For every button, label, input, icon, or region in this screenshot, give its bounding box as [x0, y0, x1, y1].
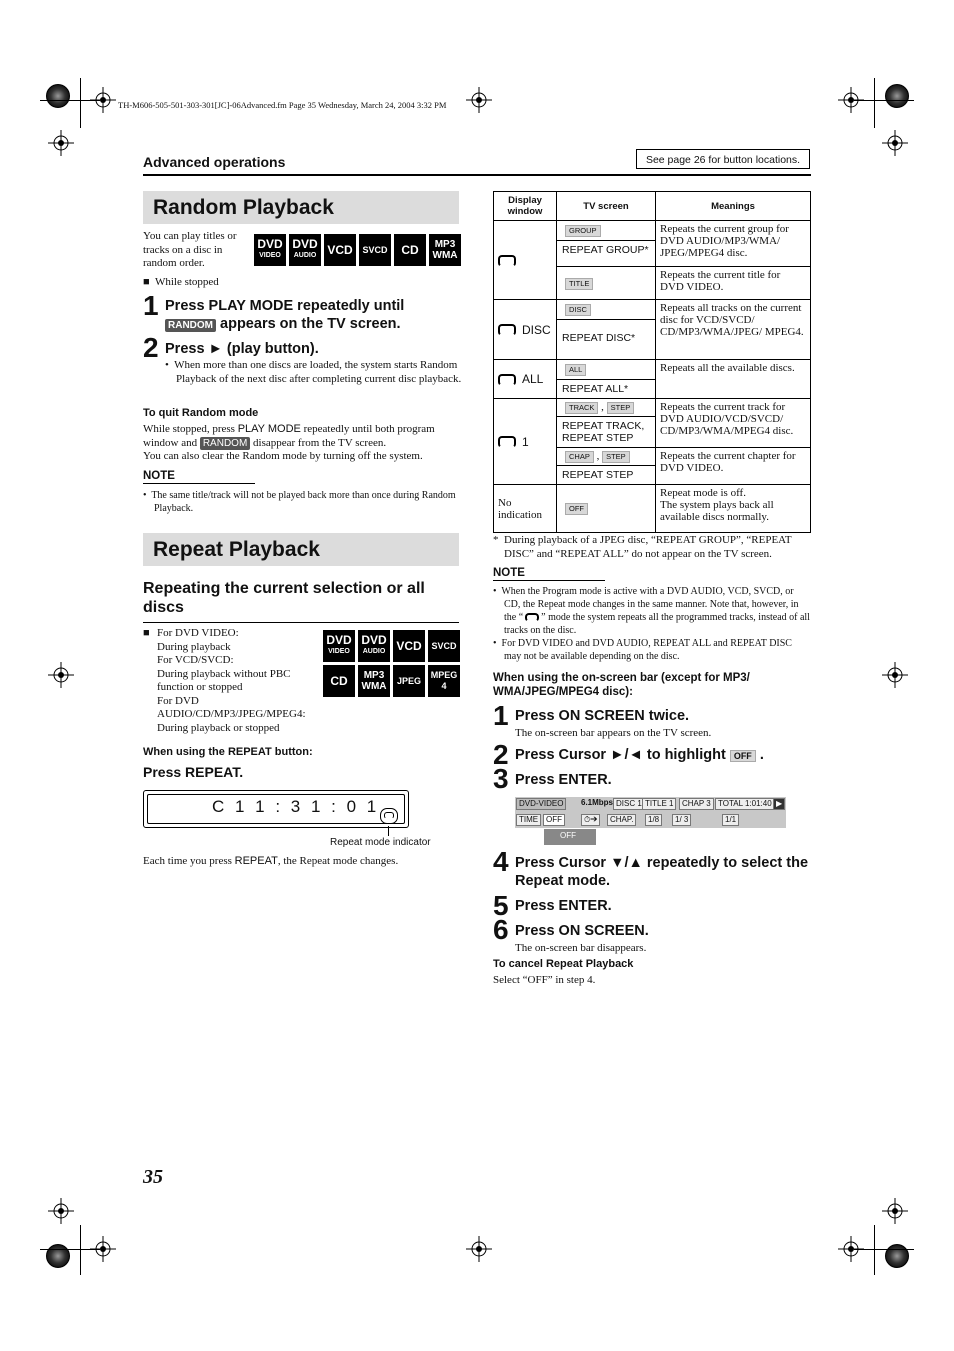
indicator-leader: [388, 826, 389, 836]
repeat-title-icon: TITLE: [565, 278, 593, 290]
repeat-track-icon: TRACK: [565, 402, 598, 414]
step-number: 2: [143, 332, 159, 363]
random-step-2: Press ► (play button).: [165, 341, 319, 357]
onscreen-step-3: Press ENTER.: [515, 772, 612, 788]
jpeg-logo: JPEG: [393, 665, 425, 697]
osd-mode: DVD-VIDEO: [516, 798, 566, 810]
tv-cell: CHAP , STEP REPEAT STEP: [557, 448, 656, 485]
dvd-video-logo: DVD VIDEO: [254, 234, 286, 266]
meaning-cell: Repeats all tracks on the current disc for VCD/SVCD/ CD/MP3/WMA/JPEG/ MPEG4.: [656, 300, 811, 360]
quit-random-text: While stopped, press PLAY MODE repeatedly until both program window and RANDOM disappear from the TV screen. You can also clear the Random mode by turning off the system.: [143, 423, 435, 462]
display-all: ALL: [494, 360, 557, 399]
osd-chap: CHAP 3: [679, 798, 714, 810]
osd-title: TITLE 1: [642, 798, 676, 810]
cancel-repeat-title: To cancel Repeat Playback: [493, 958, 634, 970]
repeat-icon: [525, 613, 539, 622]
crop-line: [874, 1225, 875, 1275]
random-icon: RANDOM: [200, 437, 250, 450]
mpeg4-logo: MPEG 4: [428, 665, 460, 697]
repeat-indicator-label: Repeat mode indicator: [330, 837, 431, 848]
osd-dropdown-value[interactable]: OFF: [560, 831, 576, 840]
repeat-step-icon: STEP: [607, 402, 635, 414]
meaning-cell: Repeats the current title for DVD VIDEO.: [656, 267, 811, 300]
onscreen-step-2: Press Cursor ►/◄ to highlight OFF .: [515, 747, 764, 763]
cd-logo: CD: [394, 234, 426, 266]
repeat-disc-icon: DISC: [565, 304, 591, 316]
registration-ball-bottom-right: [885, 1244, 909, 1268]
table-header: Display window: [494, 192, 557, 221]
subtitle-rule: [143, 622, 459, 623]
osd-dropdown[interactable]: [544, 829, 596, 845]
display-none: No indication: [494, 485, 557, 533]
onscreen-step-6-sub: The on-screen bar disappears.: [515, 942, 647, 954]
osd-time-search-icon[interactable]: ⏱➔: [581, 814, 600, 826]
dvd-audio-logo: DVD AUDIO: [289, 234, 321, 266]
repeat-mode-table: [493, 191, 811, 533]
step-number: 6: [493, 914, 509, 945]
display-readout: C 1 1 : 3 1 : 0 1: [212, 797, 380, 816]
crosshair-icon: [48, 1198, 74, 1224]
onscreen-heading: When using the on-screen bar (except for MP3/ WMA/JPEG/MPEG4 disc):: [493, 672, 750, 698]
crop-line: [854, 100, 914, 101]
registration-ball-bottom-left: [46, 1244, 70, 1268]
quit-random-title: To quit Random mode: [143, 407, 259, 419]
vcd-logo: VCD: [393, 630, 425, 662]
random-icon: RANDOM: [165, 319, 216, 332]
osd-chap-search[interactable]: CHAP.: [607, 814, 636, 826]
osd-audio[interactable]: 1/8: [645, 814, 662, 826]
condition-bullet: ■: [143, 627, 150, 639]
random-step-1: Press PLAY MODE repeatedly until RANDOM appears on the TV screen.: [165, 298, 405, 332]
crosshair-icon: [48, 662, 74, 688]
cd-logo: CD: [323, 665, 355, 697]
display-window: [143, 790, 409, 828]
mp3-wma-logo: MP3 WMA: [358, 665, 390, 697]
crosshair-icon: [48, 130, 74, 156]
crop-line: [80, 1225, 81, 1275]
meaning-cell: Repeat mode is off. The system plays back all available discs normally.: [656, 485, 811, 533]
dvd-video-logo: DVD VIDEO: [323, 630, 355, 662]
repeat-mode-icon: [380, 808, 398, 824]
meaning-cell: Repeats all the available discs.: [656, 360, 811, 399]
mp3-wma-logo: MP3 WMA: [429, 234, 461, 266]
osd-play-icon: ▶: [773, 798, 785, 810]
file-info: TH-M606-505-501-303-301[JC]-06Advanced.fm Page 35 Wednesday, March 24, 2004 3:32 PM: [118, 100, 447, 110]
repeat-notes: • When the Program mode is active with a DVD AUDIO, VCD, SVCD, or CD, the Repeat mode changes in the same manner. Note that, however, in the “ ” mode the system repeats all the programmed tracks, instead of all tracks on the disc. • For DVD VIDEO and DVD AUDIO, REPEAT ALL and REPEAT DISC may not be available depending on the disc.: [493, 586, 810, 662]
onscreen-step-1: Press ON SCREEN twice.: [515, 708, 690, 724]
crosshair-icon: [882, 662, 908, 688]
crop-line: [854, 1249, 914, 1250]
random-note-title: NOTE: [143, 470, 255, 484]
repeat-all-icon: ALL: [565, 364, 586, 376]
vcd-logo: VCD: [324, 234, 356, 266]
repeat-playback-title: Repeat Playback: [143, 533, 459, 566]
repeat-note-title: NOTE: [493, 567, 605, 581]
tv-cell: DISC REPEAT DISC*: [557, 300, 656, 360]
step-number: 1: [493, 700, 509, 731]
page-number: 35: [143, 1166, 163, 1188]
osd-disc: DISC 1: [613, 798, 645, 810]
crop-line: [40, 100, 100, 101]
osd-rate: 6.1Mbps: [581, 798, 614, 807]
step-number: 5: [493, 890, 509, 921]
step-number: 3: [493, 763, 509, 794]
meaning-cell: Repeats the current track for DVD AUDIO/VCD/SVCD/ CD/MP3/WMA/MPEG4 disc.: [656, 399, 811, 448]
onscreen-step-5: Press ENTER.: [515, 898, 612, 914]
onscreen-bar: [515, 797, 786, 828]
repeat-icon: [498, 255, 516, 267]
repeat-off-icon: OFF: [730, 750, 756, 762]
table-header: TV screen: [557, 192, 656, 221]
osd-repeat-off[interactable]: OFF: [543, 814, 565, 826]
display-repeat: [494, 221, 557, 300]
tv-cell: [557, 267, 656, 300]
meaning-cell: Repeats the current chapter for DVD VIDEO.: [656, 448, 811, 485]
registration-ball-top-left: [46, 84, 70, 108]
crop-line: [40, 1249, 100, 1250]
osd-angle[interactable]: 1/1: [722, 814, 739, 826]
osd-time[interactable]: TIME: [516, 814, 541, 826]
while-stopped: ■ While stopped: [143, 276, 219, 288]
osd-total: TOTAL 1:01:40: [715, 798, 775, 810]
table-header: Meanings: [656, 192, 811, 221]
crop-line: [80, 78, 81, 128]
step-number: 4: [493, 846, 509, 877]
section-header: Advanced operations: [143, 154, 286, 170]
tv-cell: [557, 485, 656, 533]
each-time-text: Each time you press REPEAT, the Repeat mode changes.: [143, 855, 399, 867]
svcd-logo: SVCD: [359, 234, 391, 266]
registration-ball-top-right: [885, 84, 909, 108]
random-note: • The same title/track will not be played back more than once during Random Playback.: [143, 490, 456, 514]
random-playback-title: Random Playback: [143, 191, 459, 224]
onscreen-step-6: Press ON SCREEN.: [515, 923, 649, 939]
crosshair-icon: [882, 1198, 908, 1224]
display-one: 1: [494, 399, 557, 485]
press-repeat: Press REPEAT.: [143, 764, 244, 780]
see-page-box: See page 26 for button locations.: [636, 149, 810, 169]
tv-cell: TRACK , STEP REPEAT TRACK, REPEAT STEP: [557, 399, 656, 448]
repeat-group-icon: GROUP: [565, 225, 601, 237]
crosshair-icon: [466, 87, 492, 113]
tv-cell: GROUP REPEAT GROUP*: [557, 221, 656, 267]
random-intro: You can play titles or tracks on a disc in random order.: [143, 230, 237, 269]
crop-line: [874, 78, 875, 128]
cancel-repeat-text: Select “OFF” in step 4.: [493, 974, 596, 986]
dvd-audio-logo: DVD AUDIO: [358, 630, 390, 662]
repeat-chap-icon: CHAP: [565, 451, 594, 463]
step-number: 1: [143, 290, 159, 321]
display-disc: DISC: [494, 300, 557, 360]
header-rule: [143, 174, 811, 176]
meaning-cell: Repeats the current group for DVD AUDIO/MP3/WMA/ JPEG/MPEG4 disc.: [656, 221, 811, 267]
repeat-off-icon: OFF: [565, 503, 588, 515]
onscreen-step-4: Press Cursor ▼/▲ repeatedly to select the Repeat mode.: [515, 855, 809, 889]
svcd-logo: SVCD: [428, 630, 460, 662]
tv-cell: ALL REPEAT ALL*: [557, 360, 656, 399]
table-footnote: * During playback of a JPEG disc, “REPEAT GROUP”, “REPEAT DISC” and “REPEAT ALL” do not appear on the TV screen.: [493, 534, 792, 560]
onscreen-step-1-sub: The on-screen bar appears on the TV screen.: [515, 727, 712, 739]
repeat-subtitle: Repeating the current selection or all discs: [143, 580, 425, 616]
repeat-step-icon: STEP: [602, 451, 630, 463]
crosshair-icon: [466, 1236, 492, 1262]
osd-subtitle[interactable]: 1/ 3: [672, 814, 691, 826]
random-step-2-note: • When more than one discs are loaded, the system starts Random Playback of the next disc after completing current disc playback.: [165, 359, 462, 385]
using-repeat-heading: When using the REPEAT button:: [143, 746, 313, 758]
repeat-conditions: For DVD VIDEO: During playback For VCD/SVCD: During playback without PBC function or stopped For DVD AUDIO/CD/MP3/JPEG/MPEG4: During playback or stopped: [157, 627, 306, 734]
crosshair-icon: [882, 130, 908, 156]
step-number: 2: [493, 739, 509, 770]
